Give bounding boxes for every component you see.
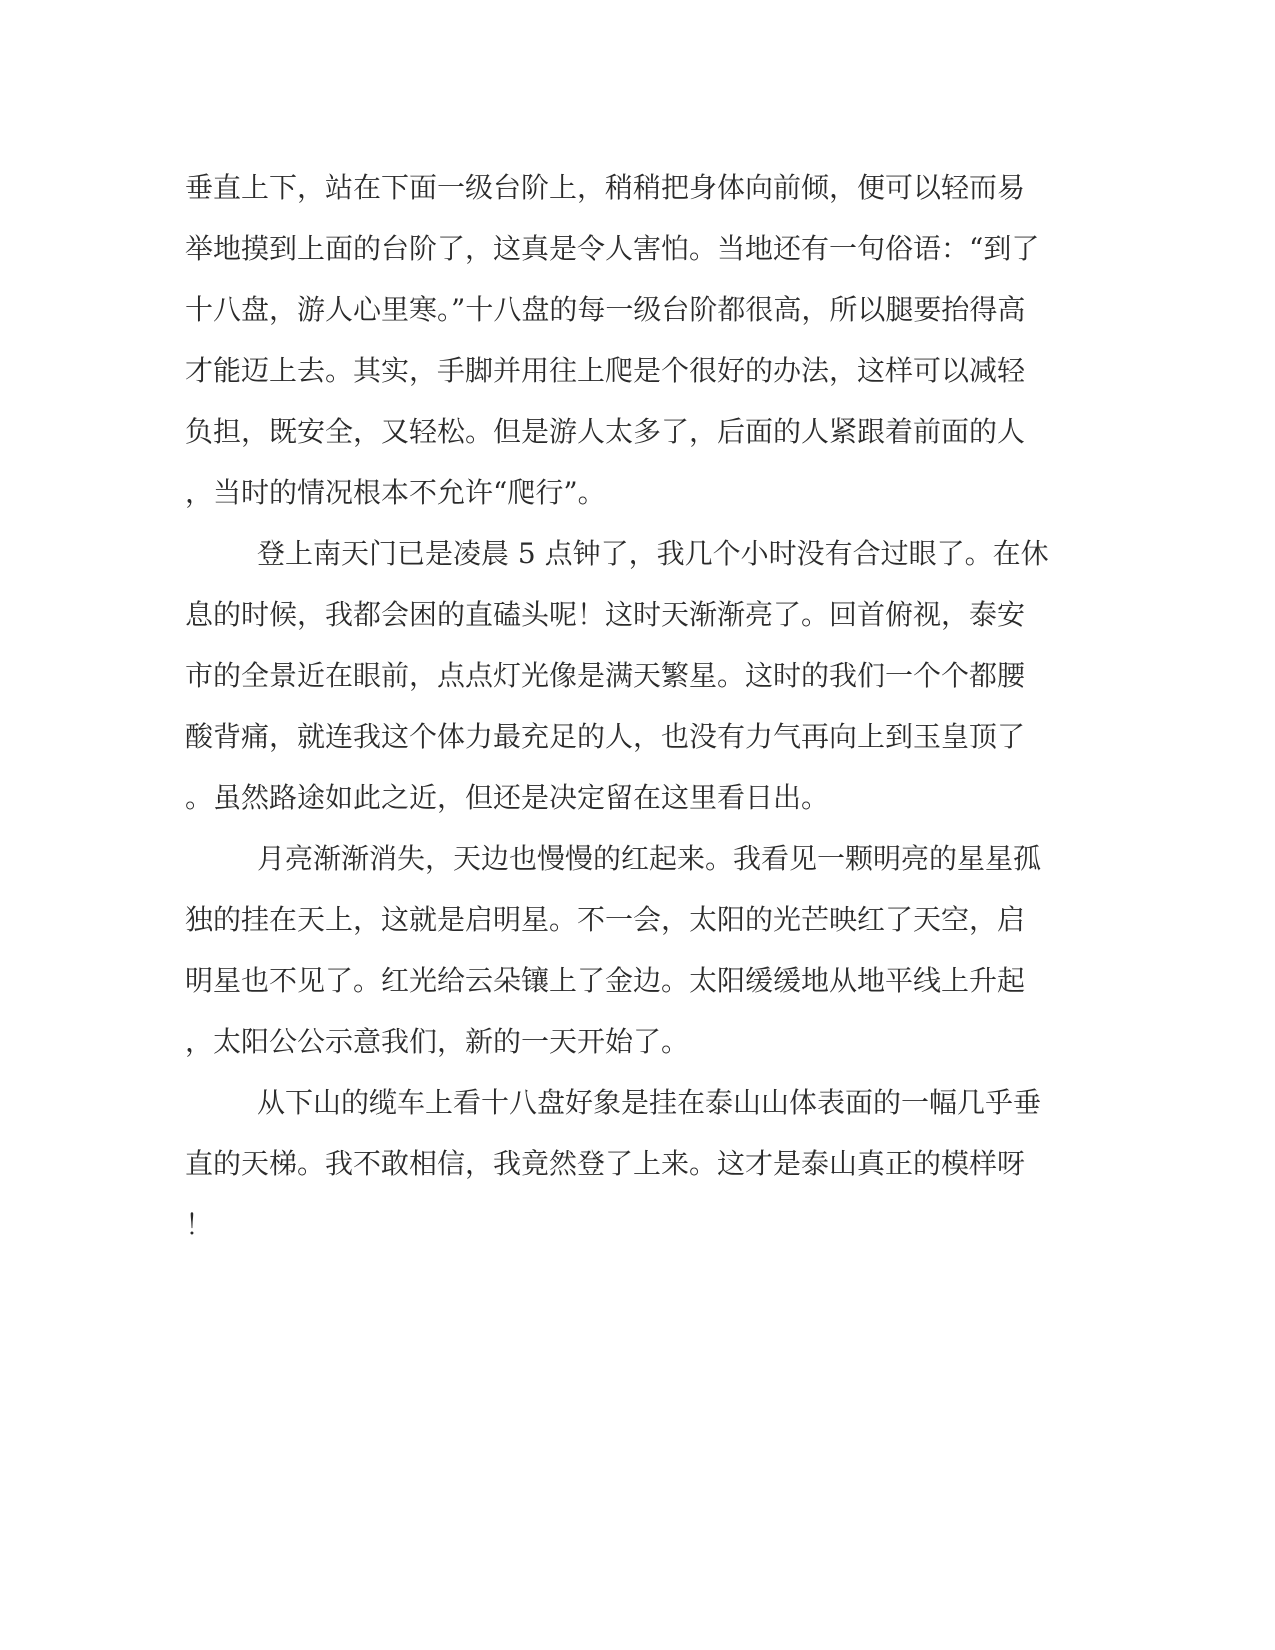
- text-line: 独的挂在天上，这就是启明星。不一会，太阳的光芒映红了天空，启: [185, 903, 1026, 936]
- text-line: 登上南天门已是凌晨 5 点钟了，我几个小时没有合过眼了。在休: [257, 537, 1049, 570]
- text-line: ！: [185, 1208, 214, 1241]
- text-line: 息的时候，我都会困的直磕头呢！这时天渐渐亮了。回首俯视，泰安: [185, 598, 1026, 631]
- text-line: 垂直上下，站在下面一级台阶上，稍稍把身体向前倾，便可以轻而易: [185, 171, 1026, 204]
- essay-body: [185, 157, 1049, 1255]
- text-line: 酸背痛，就连我这个体力最充足的人，也没有力气再向上到玉皇顶了: [185, 720, 1026, 753]
- paragraph-3: [185, 828, 1045, 1072]
- text-line: 负担，既安全，又轻松。但是游人太多了，后面的人紧跟着前面的人: [185, 415, 1026, 448]
- paragraph-1: [185, 157, 1045, 523]
- text-line: 直的天梯。我不敢相信，我竟然登了上来。这才是泰山真正的模样呀: [185, 1147, 1026, 1180]
- paragraph-4: [185, 1072, 1045, 1255]
- text-line: ，太阳公公示意我们，新的一天开始了。: [185, 1025, 690, 1058]
- text-line: 。虽然路途如此之近，但还是决定留在这里看日出。: [185, 781, 830, 814]
- text-line: 月亮渐渐消失，天边也慢慢的红起来。我看见一颗明亮的星星孤: [257, 842, 1042, 875]
- text-line: 市的全景近在眼前，点点灯光像是满天繁星。这时的我们一个个都腰: [185, 659, 1026, 692]
- text-line: 明星也不见了。红光给云朵镶上了金边。太阳缓缓地从地平线上升起: [185, 964, 1026, 997]
- paragraph-2: [185, 523, 1049, 828]
- text-line: 从下山的缆车上看十八盘好象是挂在泰山山体表面的一幅几乎垂: [257, 1086, 1042, 1119]
- text-line: 十八盘，游人心里寒。”十八盘的每一级台阶都很高，所以腿要抬得高: [185, 293, 1026, 326]
- text-line: ，当时的情况根本不允许“爬行”。: [185, 476, 606, 509]
- text-line: 才能迈上去。其实，手脚并用往上爬是个很好的办法，这样可以减轻: [185, 354, 1026, 387]
- text-line: 举地摸到上面的台阶了，这真是令人害怕。当地还有一句俗语：“到了: [185, 232, 1040, 265]
